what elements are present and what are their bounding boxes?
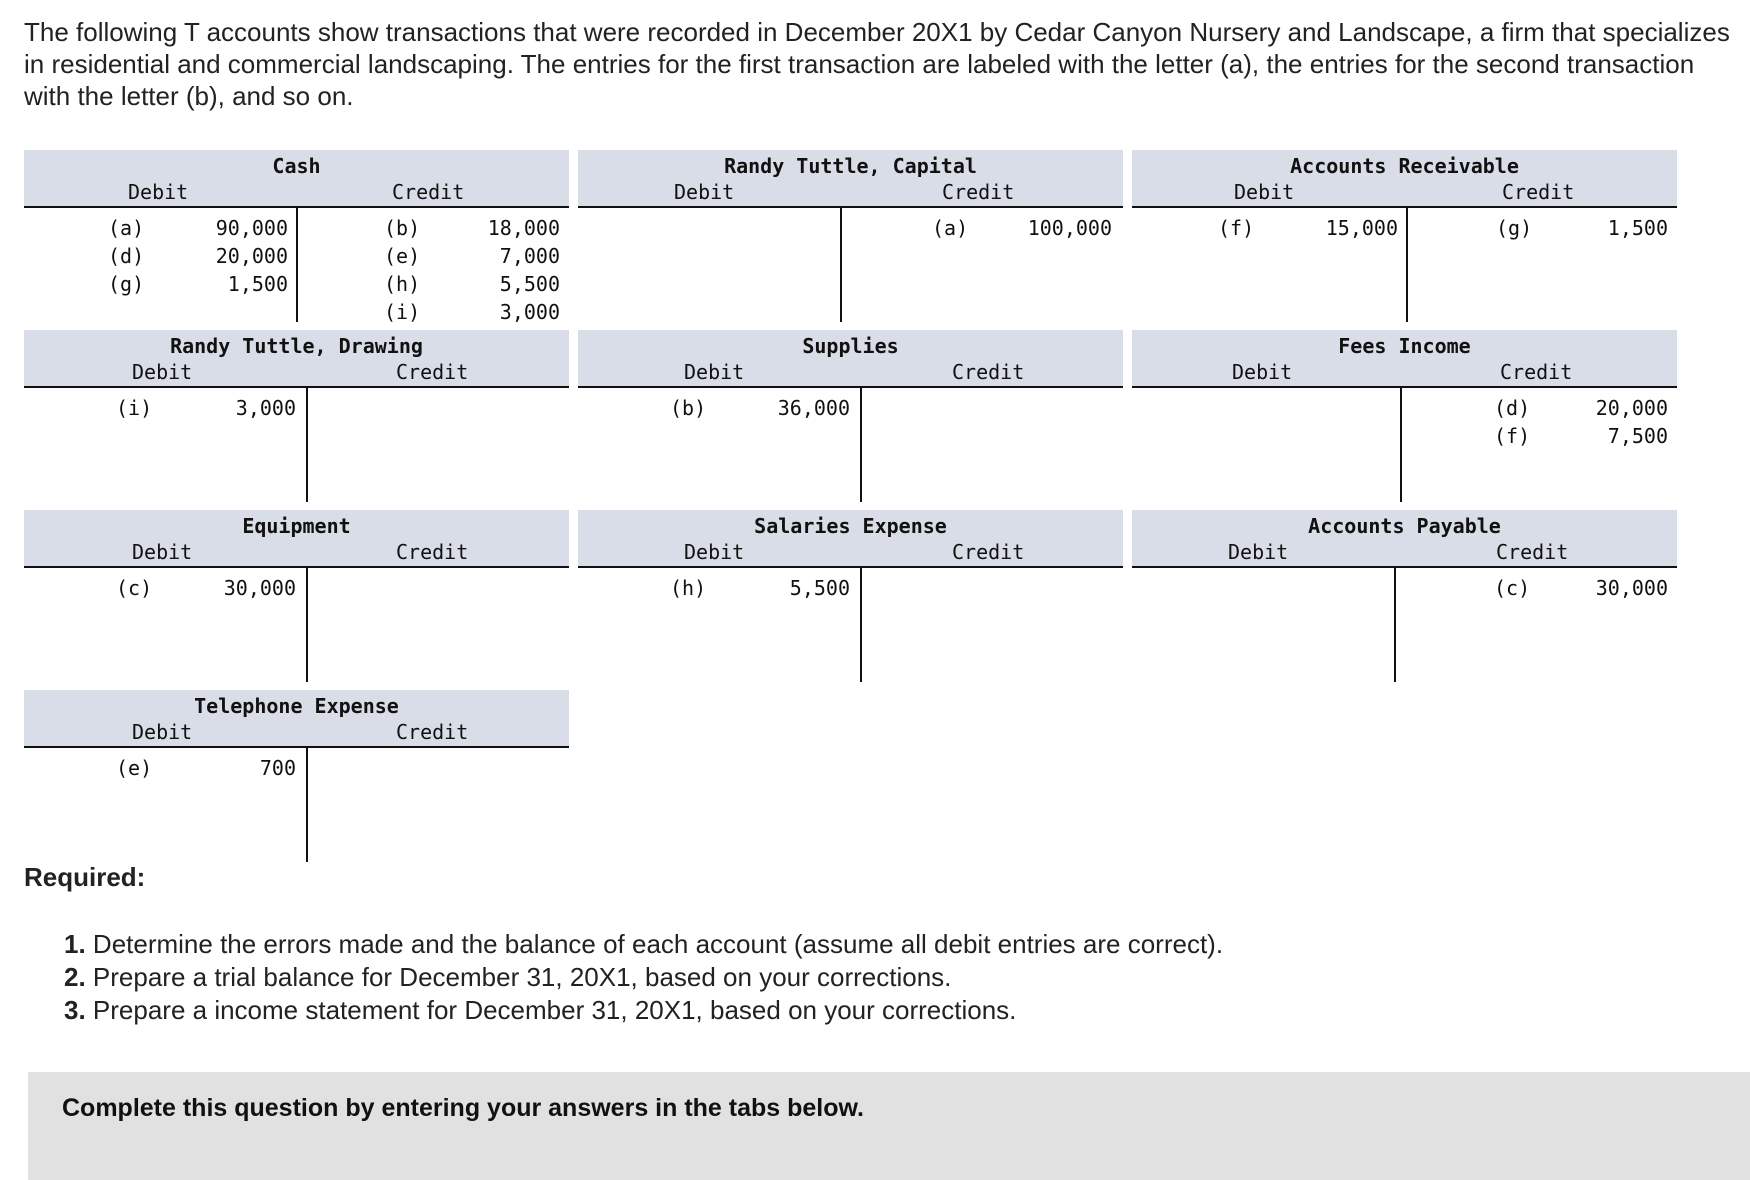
credit-label: Credit <box>392 180 465 204</box>
t-account-rule <box>578 386 1123 388</box>
entry-amount: 1,500 <box>227 272 288 296</box>
required-list <box>64 928 1223 1027</box>
entry-letter: (a) <box>932 216 969 240</box>
t-account-rule <box>1132 206 1677 208</box>
credit-label: Credit <box>396 360 469 384</box>
credit-entry <box>24 298 569 326</box>
credit-entry <box>24 270 569 298</box>
debit-label: Debit <box>684 540 745 564</box>
entry-amount: 20,000 <box>1595 396 1668 420</box>
credit-entry <box>1132 574 1677 602</box>
entry-letter: (c) <box>1494 576 1531 600</box>
credit-label: Credit <box>942 180 1015 204</box>
credit-entry <box>1132 214 1677 242</box>
entry-amount: 3,000 <box>499 300 560 324</box>
t-account-rule <box>578 566 1123 568</box>
credit-entry <box>1132 422 1677 450</box>
entry-letter: (d) <box>108 244 145 268</box>
account-title: Randy Tuttle, Capital <box>724 154 977 178</box>
required-item: 3. Prepare a income statement for December 31, 20X1, based on your corrections. <box>64 995 1017 1025</box>
t-account-salaries-expense <box>578 510 1123 686</box>
t-account-rule <box>1132 566 1677 568</box>
entry-letter: (f) <box>1218 216 1255 240</box>
account-title: Telephone Expense <box>194 694 399 718</box>
credit-label: Credit <box>952 360 1025 384</box>
account-title: Cash <box>272 154 321 178</box>
instruction-banner <box>28 1072 1750 1180</box>
credit-entry <box>578 214 1123 242</box>
account-title: Randy Tuttle, Drawing <box>170 334 423 358</box>
credit-entry <box>24 242 569 270</box>
t-account-header <box>1132 330 1677 386</box>
debit-label: Debit <box>684 360 745 384</box>
debit-label: Debit <box>132 360 193 384</box>
debit-label: Debit <box>1232 360 1293 384</box>
required-heading: Required: <box>24 862 146 892</box>
entry-amount: 5,500 <box>789 576 850 600</box>
t-account-header <box>1132 150 1677 206</box>
credit-entry <box>24 214 569 242</box>
entry-letter: (i) <box>116 396 153 420</box>
t-account-drawing <box>24 330 569 506</box>
entry-letter: (b) <box>670 396 707 420</box>
entry-amount: 18,000 <box>487 216 560 240</box>
entry-amount: 100,000 <box>1027 216 1112 240</box>
entry-letter: (h) <box>670 576 707 600</box>
credit-label: Credit <box>1500 360 1573 384</box>
debit-label: Debit <box>128 180 189 204</box>
t-account-header <box>24 330 569 386</box>
t-account-capital <box>578 150 1123 326</box>
entry-amount: 20,000 <box>215 244 288 268</box>
entry-letter: (d) <box>1494 396 1531 420</box>
t-account-equipment <box>24 510 569 686</box>
account-title: Accounts Receivable <box>1290 154 1519 178</box>
account-title: Fees Income <box>1338 334 1471 358</box>
account-title: Equipment <box>242 514 351 538</box>
credit-label: Credit <box>1502 180 1575 204</box>
credit-entry <box>1132 394 1677 422</box>
t-account-header <box>578 510 1123 566</box>
required-item: 1. Determine the errors made and the balance of each account (assume all debit entries are correct). <box>64 929 1224 959</box>
entry-amount: 1,500 <box>1607 216 1668 240</box>
t-account-accounts-payable <box>1132 510 1677 686</box>
t-account-rule <box>578 206 1123 208</box>
entry-amount: 700 <box>259 756 296 780</box>
credit-label: Credit <box>396 540 469 564</box>
entry-amount: 30,000 <box>223 576 296 600</box>
entry-amount: 36,000 <box>777 396 850 420</box>
credit-label: Credit <box>396 720 469 744</box>
debit-label: Debit <box>1234 180 1295 204</box>
t-account-header <box>24 690 569 746</box>
entry-letter: (e) <box>116 756 153 780</box>
t-account-header <box>1132 510 1677 566</box>
entry-letter: (a) <box>108 216 145 240</box>
debit-label: Debit <box>674 180 735 204</box>
debit-entry <box>24 754 569 782</box>
account-title: Salaries Expense <box>754 514 947 538</box>
t-account-fees-income <box>1132 330 1677 506</box>
debit-entry <box>578 574 1123 602</box>
entry-letter: (c) <box>116 576 153 600</box>
entry-amount: 90,000 <box>215 216 288 240</box>
entry-amount: 3,000 <box>235 396 296 420</box>
credit-label: Credit <box>952 540 1025 564</box>
t-account-rule <box>1132 386 1677 388</box>
entry-letter: (h) <box>384 272 421 296</box>
account-title: Accounts Payable <box>1308 514 1501 538</box>
debit-label: Debit <box>1228 540 1289 564</box>
t-account-cash <box>24 150 569 326</box>
t-account-header <box>24 150 569 206</box>
entry-letter: (e) <box>384 244 421 268</box>
instruction-banner-text: Complete this question by entering your answers in the tabs below. <box>62 1094 864 1122</box>
debit-label: Debit <box>132 540 193 564</box>
debit-entry <box>578 394 1123 422</box>
t-account-supplies <box>578 330 1123 506</box>
t-account-rule <box>24 566 569 568</box>
t-account-accounts-receivable <box>1132 150 1677 326</box>
debit-label: Debit <box>132 720 193 744</box>
entry-amount: 7,000 <box>499 244 560 268</box>
t-account-header <box>578 150 1123 206</box>
t-account-header <box>578 330 1123 386</box>
entry-letter: (f) <box>1494 424 1531 448</box>
entry-amount: 15,000 <box>1325 216 1398 240</box>
account-title: Supplies <box>802 334 899 358</box>
t-account-telephone-expense <box>24 690 569 866</box>
entry-amount: 7,500 <box>1607 424 1668 448</box>
entry-letter: (g) <box>108 272 145 296</box>
entry-amount: 30,000 <box>1595 576 1668 600</box>
t-account-rule <box>24 746 569 748</box>
entry-letter: (b) <box>384 216 421 240</box>
credit-label: Credit <box>1496 540 1569 564</box>
entry-letter: (i) <box>384 300 421 324</box>
debit-entry <box>24 394 569 422</box>
t-account-header <box>24 510 569 566</box>
intro-paragraph: The following T accounts show transactions that were recorded in December 20X1 by Cedar Canyon Nursery and Landscape, a firm that specializes in residential and commercial landscaping. The entries for the first transaction are labeled with the letter (a), the entries for the second transaction with the letter (b), and so on. <box>24 17 1730 111</box>
entry-amount: 5,500 <box>499 272 560 296</box>
entry-letter: (g) <box>1496 216 1533 240</box>
required-item: 2. Prepare a trial balance for December 31, 20X1, based on your corrections. <box>64 962 952 992</box>
t-account-rule <box>24 386 569 388</box>
debit-entry <box>24 574 569 602</box>
